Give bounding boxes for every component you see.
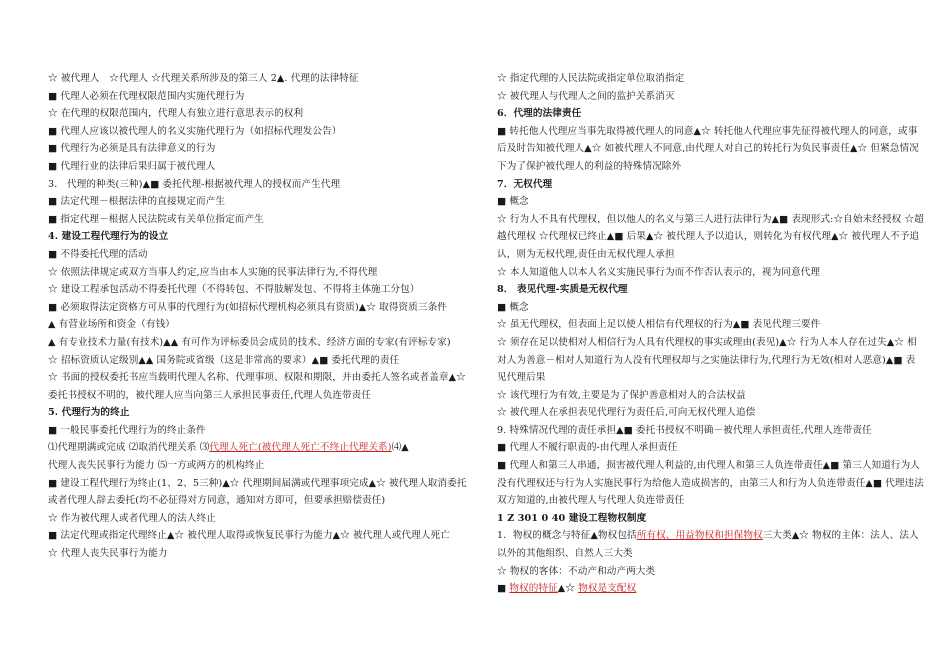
left-line: 4. 建设工程代理行为的设立 (48, 231, 169, 243)
highlighted-text: 代理人死亡(被代理人死亡不终止代理关系) (209, 442, 392, 454)
text-segment: ⑷▲ (391, 442, 409, 454)
left-line: ☆ 被代理人 ☆代理人 ☆代理关系所涉及的第三人 2▲. 代理的法律特征 (48, 73, 359, 84)
right-line (497, 527, 925, 562)
highlighted-text: 所有权、用益物权和担保物权 (636, 530, 763, 542)
right-line: ☆ 本人知道他人以本人名义实施民事行为而不作否认表示的，视为同意代理 (497, 266, 821, 278)
right-line: ■ 代理人不履行职责的-由代理人承担责任 (497, 442, 678, 454)
left-line: ☆ 书面的授权委托书应当载明代理人名称、代理事项、权限和期限，并由委托人签名或者盖章▲☆ 委托书授权不明的，被代理人应当向第三人承担民事责任,代理人负连带责任 (48, 372, 466, 401)
left-line: ☆ 建设工程承包活动不得委托代理（不得转包、不得肢解发包、不得将主体施工分包） (48, 284, 420, 296)
right-line: 9. 特殊情况代理的责任承担▲■ 委托书授权不明确－被代理人承担责任,代理人连带责任 (497, 424, 872, 436)
left-line: ■ 法定代理或指定代理终止▲☆ 被代理人取得或恢复民事行为能力▲☆ 被代理人或代理人死亡 (48, 530, 450, 542)
left-line: ■ 一般民事委托代理行为的终止条件 (48, 424, 206, 436)
left-line: ■ 法定代理－根据法律的直接规定而产生 (48, 196, 226, 208)
left-line: ■ 代理人应该以被代理人的名义实施代理行为（如招标代理发公告） (48, 125, 342, 137)
left-line: ■ 代理人必须在代理权限范围内实施代理行为 (48, 90, 245, 102)
right-line: ☆ 须存在足以使相对人相信行为人具有代理权的事实或理由(表见)▲☆ 行为人本人存在过失▲☆ 相对人为善意－相对人知道行为人没有代理权却与之实施法律行为,代理行为无效(相对人恶意)▲■ 表见代理后果 (497, 336, 917, 384)
right-line: ■ 概念 (497, 196, 529, 208)
left-line (48, 439, 476, 457)
right-line: ☆ 被代理人在承担表见代理行为责任后,可向无权代理人追偿 (497, 407, 756, 419)
text-segment: ■ (497, 583, 510, 595)
left-line: 代理人丧失民事行为能力 ⑸一方或两方的机构终止 (48, 460, 265, 472)
left-line: ■ 代理行业的法律后果归属于被代理人 (48, 160, 216, 172)
left-line: 5. 代理行为的终止 (48, 407, 130, 419)
left-line: ■ 不得委托代理的活动 (48, 248, 148, 260)
text-segment: ⑴代理期满或完成 ⑵取消代理关系 ⑶ (48, 442, 210, 454)
text-segment: 三大类▲☆ 物权的主体：法人、法人以外的其他组织、自然人三大类 (497, 530, 919, 560)
left-line: ▲ 有专业技术力量(有技术)▲▲ 有可作为评标委员会成员的技术、经济方面的专家(有评标专家) (48, 336, 451, 348)
right-line (497, 580, 925, 598)
right-line: ☆ 指定代理的人民法院或指定单位取消指定 (497, 73, 685, 84)
right-line: 8． 表见代理-实质是无权代理 (497, 284, 628, 296)
right-line: ■ 概念 (497, 301, 529, 313)
left-line: ☆ 招标资质认定级别▲▲ 国务院或省级（这是非常高的要求）▲■ 委托代理的责任 (48, 354, 400, 366)
left-column (48, 70, 476, 563)
left-line: ▲ 有营业场所和资金（有钱） (48, 319, 175, 331)
right-line: ☆ 被代理人与代理人之间的监护关系消灭 (497, 90, 675, 102)
highlighted-text: 物权的特征 (509, 583, 558, 595)
left-line: ☆ 在代理的权限范围内，代理人有独立进行意思表示的权利 (48, 108, 304, 120)
right-line: ☆ 行为人不具有代理权，但以他人的名义与第三人进行法律行为▲■ 表现形式:☆自始未经授权 ☆超越代理权 ☆代理权已终止▲■ 后果▲☆ 被代理人予以追认，则转化为有权代理▲☆ 被代理人不予追认，则为无权代理,责任由无权代理人承担 (497, 213, 924, 260)
left-line: ■ 代理行为必须是具有法律意义的行为 (48, 143, 216, 155)
right-line: 1 Z 301 0 40 建设工程物权制度 (497, 512, 647, 524)
text-segment: 1．物权的概念与特征▲物权包括 (497, 530, 637, 542)
left-line: ■ 指定代理－根据人民法院或有关单位指定而产生 (48, 213, 264, 225)
right-line: ☆ 该代理行为有效,主要是为了保护善意相对人的合法权益 (497, 389, 746, 401)
right-line: 7．无权代理 (497, 178, 553, 190)
left-line: ☆ 代理人丧失民事行为能力 (48, 548, 168, 560)
right-line: 6．代理的法律责任 (497, 108, 582, 120)
right-column (497, 70, 925, 598)
left-line: ■ 建设工程代理行为终止(1、2、5三种)▲☆ 代理期间届满或代理事项完成▲☆ 被代理人取消委托或者代理人辞去委托(均不必征得对方同意，通知对方即可，但要承担赔偿责任) (48, 477, 467, 507)
text-segment: ▲☆ (557, 583, 579, 595)
left-line: ☆ 依照法律规定或双方当事人约定,应当由本人实施的民事法律行为,不得代理 (48, 266, 378, 278)
right-line: ☆ 物权的客体：不动产和动产两大类 (497, 565, 656, 577)
left-line: ☆ 作为被代理人或者代理人的法人终止 (48, 512, 216, 524)
right-line: ■ 转托他人代理应当事先取得被代理人的同意▲☆ 转托他人代理应事先征得被代理人的同意，或事后及时告知被代理人▲☆ 如被代理人不同意,由代理人对自己的转托行为负民事责任▲☆ 但紧急情况下为了保护被代理人的利益的特殊情况除外 (497, 125, 919, 172)
right-line: ☆ 虽无代理权，但表面上足以使人相信有代理权的行为▲■ 表见代理三要件 (497, 319, 821, 331)
highlighted-text: 物权是支配权 (578, 583, 637, 595)
right-line: ■ 代理人和第三人串通，损害被代理人利益的,由代理人和第三人负连带责任▲■ 第三人知道行为人没有代理权还与行为人实施民事行为给他人造成损害的，由第三人和行为人负连带责任▲■ 代理违法双方知道的,由被代理人与代理人负连带责任 (497, 460, 924, 507)
left-line: ■ 必须取得法定资格方可从事的代理行为(如招标代理机构必须具有资质)▲☆ 取得资质三条件 (48, 301, 447, 313)
left-line: 3． 代理的种类(三种)▲■ 委托代理-根据被代理人的授权而产生代理 (48, 178, 341, 190)
